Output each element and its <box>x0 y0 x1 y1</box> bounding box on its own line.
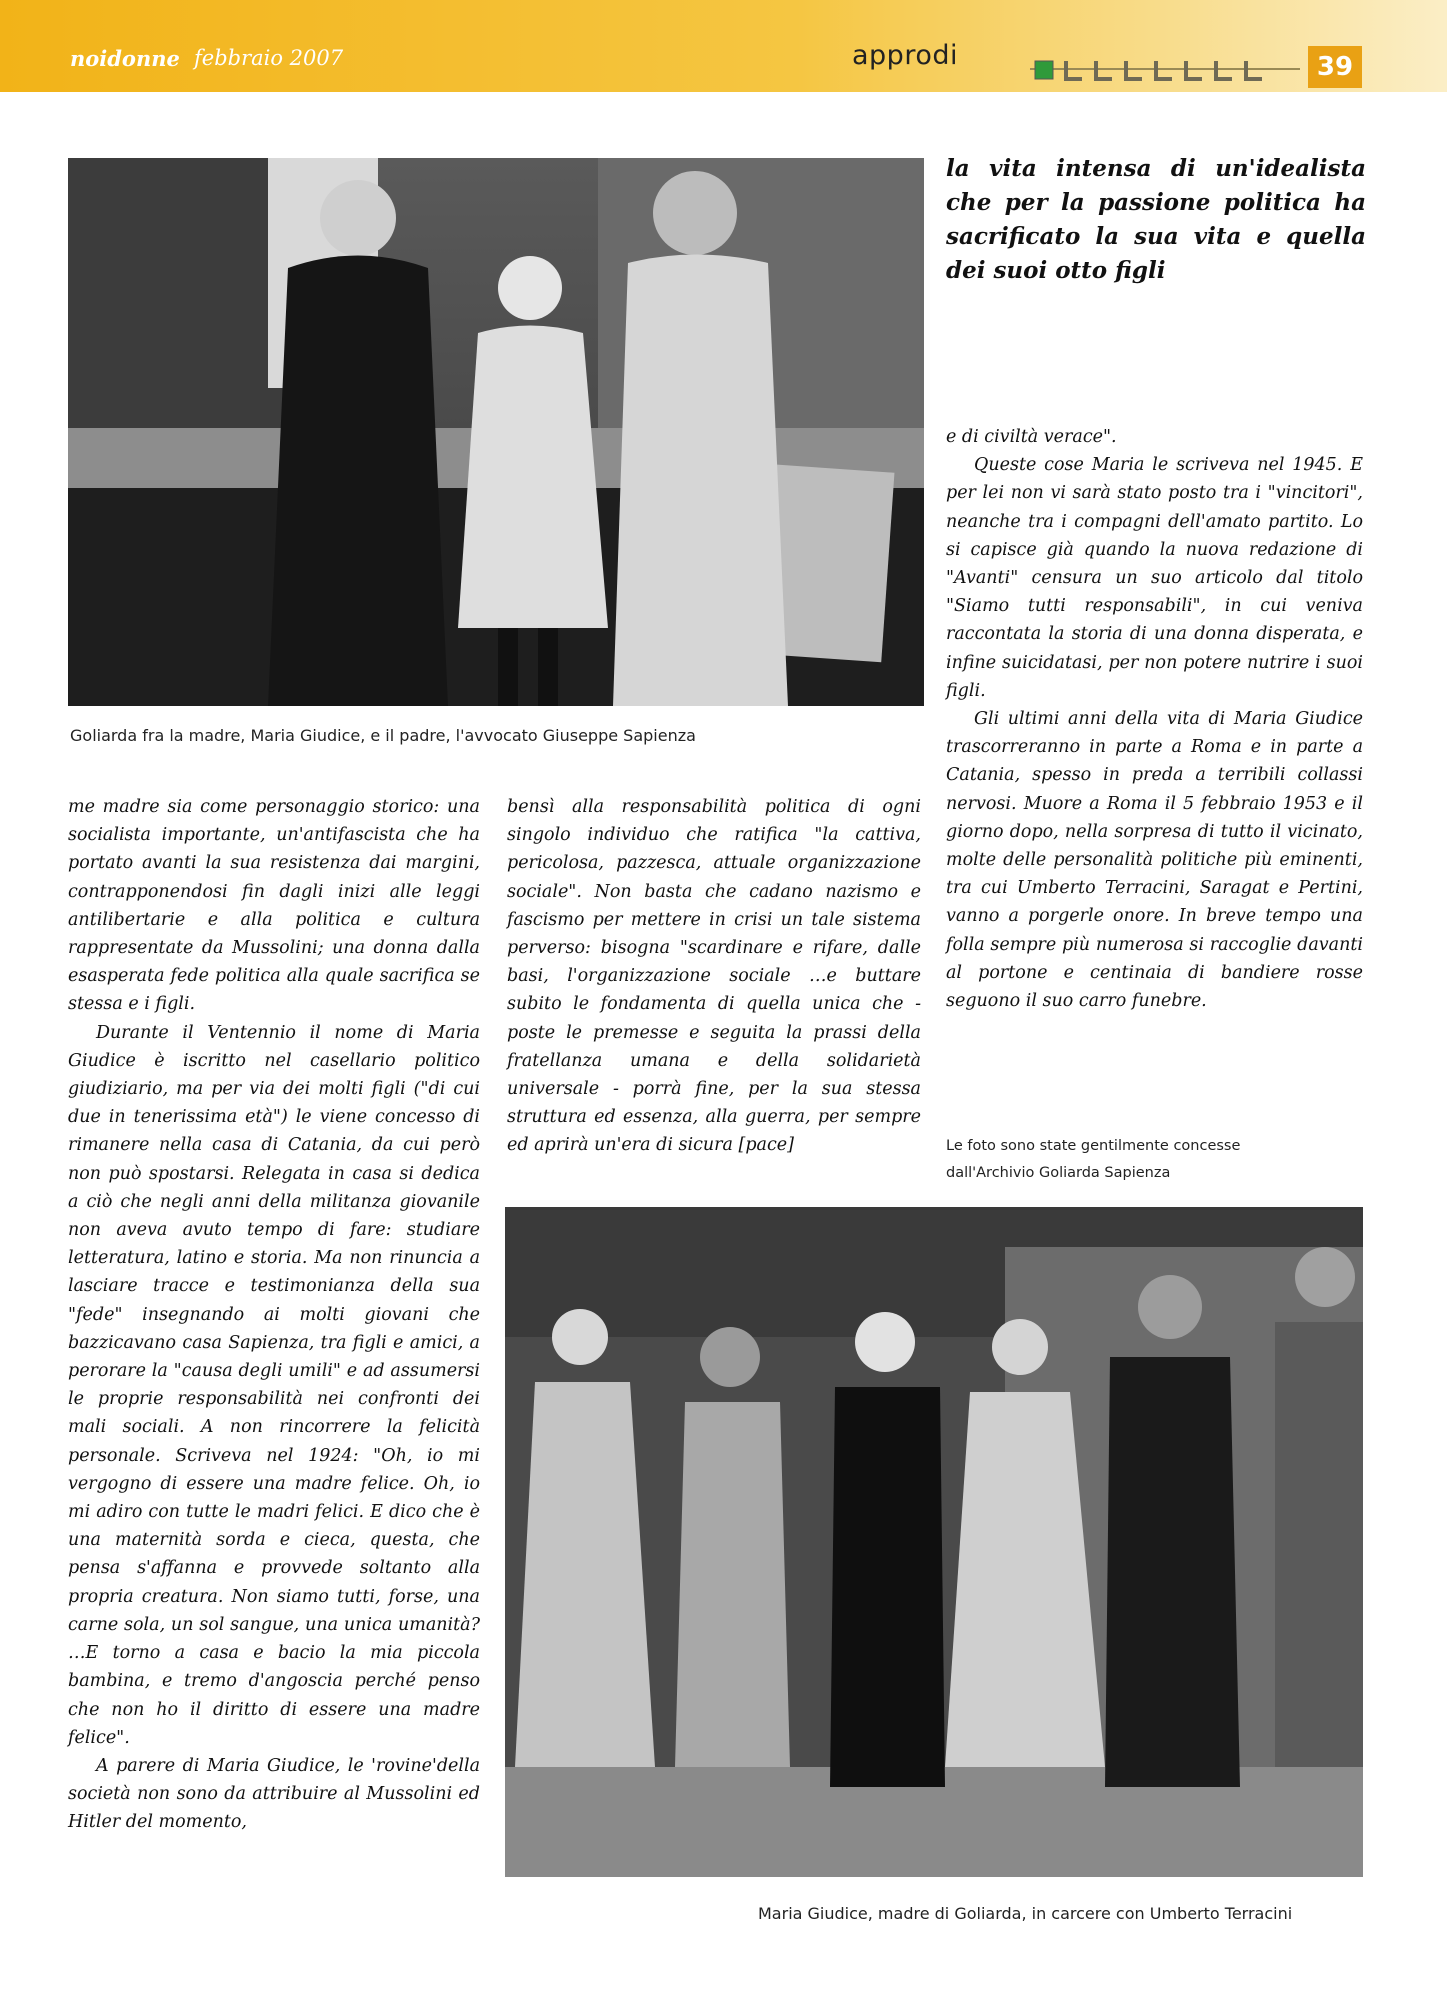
column-1-paragraph: A parere di Maria Giudice, le 'rovine'della società non sono da attribuire al Mussolini ed Hitler del momento, <box>68 1755 480 1833</box>
page-header <box>0 0 1447 92</box>
column-1-paragraph: Durante il Ventennio il nome di Maria Giudice è iscritto nel casellario politico giudiziario, ma per via dei molti figli ("di cui due in tenerissima età") le viene concesso di rimanere nella casa di Catania, da cui però non può spostarsi. Relegata in casa si dedica a ciò che negli anni della militanza giovanile non aveva avuto tempo di fare: studiare letteratura, latino e storia. Ma non rinuncia a lasciare tracce e testimonianza della sua "fede" insegnando ai molti giovani che bazzicavano casa Sapienza, tra figli e amici, a perorare la "causa degli umili" e ad assumersi le proprie responsabilità nei confronti dei mali sociali. A non rincorrere la felicità personale. Scriveva nel 1924: "Oh, io mi vergogno di essere una madre felice. Oh, io mi adiro con tutte le madri felici. E dico che è una maternità sorda e cieca, questa, che pensa s'affanna e provvede soltanto alla propria creatura. Non siamo tutti, forse, una carne sola, un sol sangue, una unica umanità? …E torno a casa e bacio la mia piccola bambina, e tremo d'angoscia perché penso che non ho il diritto di essere una madre felice". <box>68 1022 480 1748</box>
bottom-photo-caption: Maria Giudice, madre di Goliarda, in carcere con Umberto Terracini <box>758 1904 1293 1923</box>
section-title: approdi <box>852 40 958 71</box>
family-photo <box>68 158 924 706</box>
magazine-name: noidonne <box>70 46 180 71</box>
header-decoration <box>1030 55 1300 85</box>
article-column-1 <box>68 793 480 1837</box>
article-column-2 <box>507 793 921 1160</box>
page-number: 39 <box>1308 46 1362 88</box>
column-3-paragraph: Queste cose Maria le scriveva nel 1945. E per lei non vi sarà stato posto tra i "vincitori", neanche tra i compagni dell'amato partito. Lo si capisce già quando la nuova redazione di "Avanti" censura un suo articolo dal titolo "Siamo tutti responsabili", in cui veniva raccontata la storia di una donna disperata, e infine suicidatasi, per non potere nutrire i suoi figli. <box>946 455 1363 701</box>
photo-credits: Le foto sono state gentilmente concesse dall'Archivio Goliarda Sapienza <box>946 1138 1241 1181</box>
column-3-paragraph: e di civiltà verace". <box>946 427 1117 447</box>
column-1-paragraph: me madre sia come personaggio storico: una socialista importante, un'antifascista che ha portato avanti la sua resistenza dai margini, contrapponendosi fin dagli inizi alle leggi antilibertarie e alla politica e cultura rappresentate da Mussolini; una donna dalla esasperata fede politica alla quale sacrifica se stessa e i figli. <box>68 797 480 1015</box>
article-subtitle: la vita intensa di un'idealista che per la passione politica ha sacrificato la sua vita e quella dei suoi otto figli <box>946 155 1366 284</box>
column-3-paragraph: Gli ultimi anni della vita di Maria Giudice trascorreranno in parte a Roma e in parte a Catania, spesso in preda a terribili collassi nervosi. Muore a Roma il 5 febbraio 1953 e il giorno dopo, nella sorpresa di tutto il vicinato, molte delle personalità politiche più eminenti, tra cui Umberto Terracini, Saragat e Pertini, vanno a porgerle onore. In breve tempo una folla sempre più numerosa si raccoglie davanti al portone e centinaia di bandiere rosse seguono il suo carro funebre. <box>946 709 1363 1012</box>
column-2-paragraph: bensì alla responsabilità politica di ogni singolo individuo che ratifica "la cattiva, pericolosa, pazzesca, attuale organizzazione sociale". Non basta che cadano nazismo e fascismo per mettere in crisi un tale sistema perverso: bisogna "scardinare e rifare, dalle basi, l'organizzazione sociale …e buttare subito le fondamenta di quella unica che - poste le premesse e seguita la prassi della fratellanza umana e della solidarietà universale - porrà fine, per la sua stessa struttura ed essenza, alla guerra, per sempre ed aprirà un'era di sicura [pace] <box>507 797 921 1156</box>
article-column-3 <box>946 423 1363 1015</box>
top-photo-caption: Goliarda fra la madre, Maria Giudice, e il padre, l'avvocato Giuseppe Sapienza <box>70 726 696 745</box>
prison-photo <box>505 1207 1363 1877</box>
issue-date: febbraio 2007 <box>194 46 344 70</box>
